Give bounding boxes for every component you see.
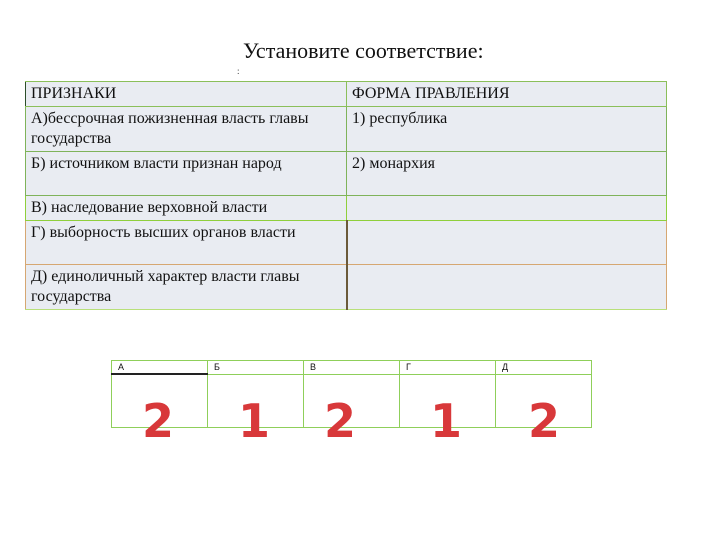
answer-cell-d xyxy=(496,374,592,448)
answer-cell-a xyxy=(112,374,208,448)
answer-digit-g: 1 xyxy=(430,393,463,448)
answer-header-b: Б xyxy=(208,361,304,375)
answer-header-d: Д xyxy=(496,361,592,375)
form-cell: 2) монархия xyxy=(347,152,667,196)
form-cell xyxy=(347,265,667,310)
feature-cell: А)бессрочная пожизненная власть главы государства xyxy=(26,107,347,152)
answer-cell-b xyxy=(208,374,304,448)
answer-header-row xyxy=(112,361,592,375)
feature-cell: Д) единоличный характер власти главы государства xyxy=(26,265,347,310)
answer-values-row xyxy=(112,374,592,428)
answer-digit-d: 2 xyxy=(528,393,561,448)
answer-cell-v xyxy=(304,374,400,448)
form-cell xyxy=(347,221,667,265)
answer-digit-v: 2 xyxy=(324,393,357,448)
answer-digit-a: 2 xyxy=(142,394,175,448)
page-title: Установите соответствие: xyxy=(243,38,484,63)
table-row xyxy=(26,196,667,221)
table-row xyxy=(26,265,667,310)
answer-table xyxy=(111,360,592,448)
feature-cell: В) наследование верховной власти xyxy=(26,196,347,221)
answer-digit-b: 1 xyxy=(238,393,271,448)
form-cell xyxy=(347,196,667,221)
answer-header-g: Г xyxy=(400,361,496,375)
table-row xyxy=(26,221,667,265)
answer-header-v: В xyxy=(304,361,400,375)
answer-header-a: А xyxy=(112,361,208,375)
feature-cell: Б) источником власти признан народ xyxy=(26,152,347,196)
matching-table xyxy=(25,81,667,310)
table-row xyxy=(26,152,667,196)
form-cell: 1) республика xyxy=(347,107,667,152)
header-form-of-government: ФОРМА ПРАВЛЕНИЯ xyxy=(347,82,667,107)
header-features: ПРИЗНАКИ xyxy=(26,82,347,107)
table-row xyxy=(26,107,667,152)
title-mark: : xyxy=(237,66,240,76)
answer-cell-g xyxy=(400,374,496,448)
feature-cell: Г) выборность высших органов власти xyxy=(26,221,347,265)
table-header-row xyxy=(26,82,667,107)
